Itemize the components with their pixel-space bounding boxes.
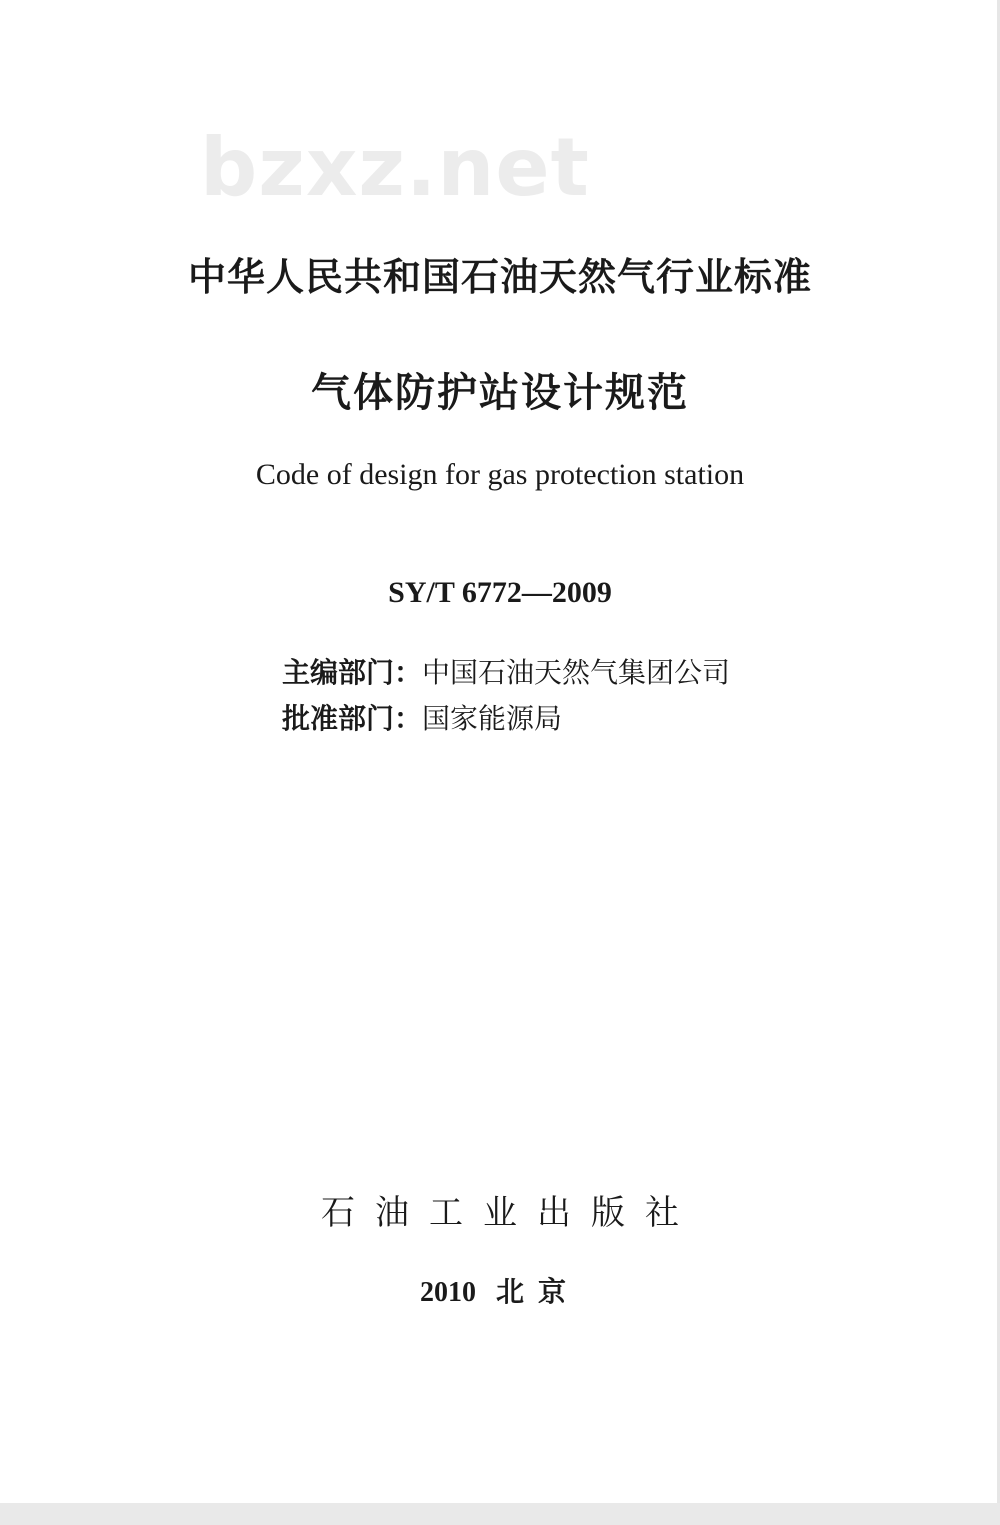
publication-year-place — [0, 1275, 1000, 1308]
publisher-name: 石油工业出版社 — [321, 1193, 699, 1233]
scan-bottom-band — [0, 1503, 1000, 1525]
standard-code: SY/T 6772—2009 — [388, 576, 612, 609]
document-title-english: Code of design for gas protection station — [255, 458, 745, 491]
publication-city: 北京 — [495, 1275, 580, 1308]
watermark: bzxz.net — [200, 121, 590, 214]
publication-year: 2010 — [419, 1277, 476, 1308]
editor-value: 中国石油天然气集团公司 — [422, 656, 731, 689]
editor-label: 主编部门： — [282, 656, 423, 689]
editor-row — [282, 650, 730, 696]
responsible-departments — [282, 650, 730, 742]
approver-label: 批准部门： — [282, 702, 423, 735]
approver-value: 国家能源局 — [422, 702, 563, 735]
approver-row — [282, 696, 730, 742]
document-title-chinese: 气体防护站设计规范 — [311, 370, 689, 416]
industry-standard-heading: 中华人民共和国石油天然气行业标准 — [187, 255, 812, 299]
